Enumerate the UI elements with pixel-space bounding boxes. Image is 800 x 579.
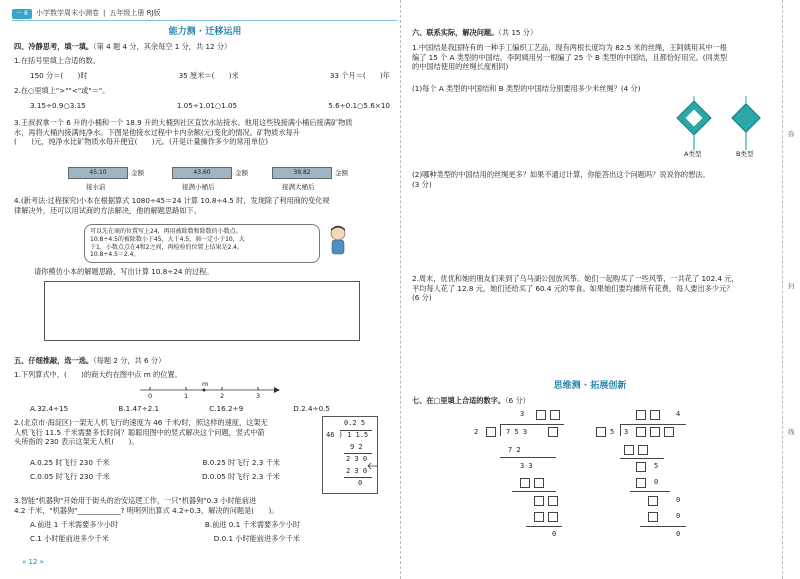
blank-digit[interactable]: [636, 427, 646, 437]
q4-2-item[interactable]: 3.15÷0.9○3.15: [30, 101, 86, 110]
header-divider: [12, 20, 397, 21]
option-b[interactable]: B.0.25 时飞行 2.3 千米: [202, 458, 280, 467]
balance-display-large: 39.82: [272, 167, 332, 179]
blank-digit[interactable]: [636, 410, 646, 420]
q4-2-text: 2.在○里填上">""<"或"＝"。: [14, 86, 110, 95]
gauge-label: 接水前: [86, 183, 106, 191]
blank-digit[interactable]: [536, 410, 546, 420]
q4-2-items: [30, 101, 390, 111]
knot-a-label: A类型: [684, 150, 702, 158]
blank-digit[interactable]: [520, 478, 530, 488]
blank-digit[interactable]: [664, 427, 674, 437]
tick-label: 1: [184, 392, 189, 400]
p5q3-options: [30, 520, 300, 543]
tick-label: 0: [148, 392, 153, 400]
blank-digit[interactable]: [548, 512, 558, 522]
gauge-label: 接满大桶后: [282, 183, 315, 191]
option-c[interactable]: C.1 小时能前进多少千米: [30, 533, 109, 543]
worksheet-page: 一 8 小学数学周末小测卷 | 五年级上册 RJ版 能力测 · 迁移运用 四、冷静思考，填一填。（第 4 题 4 分，其余每空 1 分，共 12 分） 1.在括号里填上合适的数。 150 分＝( )时 35 厘米＝( )米 33 个月＝( )年 2.在○里填上">""<"或"＝"。 3.15÷0.9○3.15 1.05÷1.01○1.05 5.6÷0.1○5.6×10 3.王叔叔拿一个 6 升的小桶和一个 18.9 升的大桶到社区直饮水站接水。他用这些钱接满小桶后接满矿物质 水，再将大桶内接满纯净水。下图是他接水过程中卡内余额(元)变化的情况。矿物质水每升 ( )元，纯净水比矿物质水每升便宜( )元。(开是计量操作多少的常用单位) 45.10 金额 接水前 43.60 金额 接满小桶后 39.82 金额 接满大桶后 4.(新考法·过程探究)小本在根据算式 1080÷45＝24 计算 10.8÷4.5 时，发现除了利用商的变化规 律解决外，还可以用试商的方法解决，他的解题思路如下。 可以先在商的位置写上24，再用被除数和除数的小数点。 10.8÷4.5的被除数小于45，大于4.5，商一定小于10，大 于1，小数点点在4和2之间，再检验的位置上结果是2.4。 10.8÷4.5＝2.4。 请你模仿小本的解题思路，写出计算 10.8÷24 的过程。 五、仔细推敲，选一选。（每题 2 分，共 6 分） 1.下列算式中，( )的商大约在图中点 m 的位置。 m 0 1 2 3 A.32.4÷15 B.1.47÷2.1 C.16.2÷9 D.2.4÷0.5 2.(北京市·海淀区)一架无人机飞行的速度为 46 千米/时，照这样的速度，这架无 人机飞行 11.5 千米需要多长时间？聪聪用图中的竖式解决这个问题，竖式中箭 头所指的 230 表示这架无人机( )。 A.0.25 时飞行 230 千米 B.0.25 时飞行 2.3 千米 C.0.05 时飞行 230 千米 D.0.05 时飞行 2.3 千米 0.2 5 46 ) 1 1.5 9 2 2 3 0 2 3 0 0 3.智能"机器狗"开始用于街头的治安巡逻工作，一只"机器狗"0.3 小时能前进 4.2 千米，"机器狗"____________? 明明列出算式 4.2÷0.3，解决的问题是( )。 A.前进 1 千米需要多少小时 B.前进 0.1 千米需要多少小时 C.1 小时能前进多少千米 D.0.1 小时能前进多少千米 « 12 » 六、联系实际，解决问题。（共 15 分） 1.中国结是我国特有的一种手工编织工艺品，现有两根长度均为 82.5 米的丝绳，王阿姨用其中一根 编了 15 个 A 类型的中国结，李阿姨用另一根编了 25 个 B 类型的中国结，且都恰好用完。(同类型 的中国结使用的丝绳长度相同) (1)每个 A 类型的中国结和 B 类型的中国结分别要用多少米丝绳？(4 分) A类型 B类型 (2)哪种类型的中国结用的丝绳更多？如果不通过计算，你能答出这个问题吗？说说你的想法。 (3 分) 2.周末，优优和她的朋友们来到了乌马湖公园放风筝。她们一起购买了一些风筝，一共花了 102.4 元， 平均每人花了 12.8 元，她们还给买了 60.4 元的零食。如果她们要均摊所有花费，每人要出多少元？ (6 分) 思维测 · 拓展创新 七、在□里填上合适的数字。（6 分） 3 2 7 5 3 7 2 3 3 0 4 5 3 5 0 0 0 0 弥 封 线: [0, 0, 800, 579]
section-title-ability: 能力测 · 迁移运用: [168, 27, 242, 37]
blank-digit[interactable]: [486, 427, 496, 437]
part6-heading: 六、联系实际，解决问题。（共 15 分）: [412, 28, 538, 37]
part7-heading: 七、在□里填上合适的数字。（6 分）: [412, 396, 530, 405]
section-title-thinking: 思维测 · 拓展创新: [553, 381, 627, 391]
blank-digit[interactable]: [550, 410, 560, 420]
gauge-label: 接满小桶后: [182, 183, 215, 191]
binding-mark: 封: [788, 282, 795, 290]
knot-b-icon: [726, 96, 766, 152]
binding-mark: 线: [788, 428, 795, 436]
p5q1-text: 1.下列算式中，( )的商大约在图中点 m 的位置。: [14, 370, 182, 379]
option-b[interactable]: B.1.47÷2.1: [118, 404, 160, 413]
q4-1-text: 1.在括号里填上合适的数。: [14, 56, 100, 65]
student-avatar-icon: [326, 224, 350, 256]
q4-1-item[interactable]: 150 分＝( )时: [30, 71, 88, 80]
q4-1-item[interactable]: 33 个月＝( )年: [329, 71, 390, 80]
knot-b-label: B类型: [736, 150, 754, 158]
option-a[interactable]: A.0.25 时飞行 230 千米: [30, 458, 110, 467]
option-d[interactable]: D.0.05 时飞行 2.3 千米: [201, 471, 280, 481]
option-a[interactable]: A.32.4÷15: [30, 404, 69, 413]
speech-bubble: 可以先在商的位置写上24，再用被除数和除数的小数点。 10.8÷4.5的被除数小于45，大于4.5，商一定小于10，大 于1，小数点点在4和2之间，再检验的位置上结果是2.4。 10.8÷4.5＝2.4。: [84, 224, 320, 263]
p5q2-options: [30, 458, 300, 481]
binding-line: [782, 0, 783, 579]
blank-digit[interactable]: [648, 512, 658, 522]
q4-1-items: [30, 71, 390, 81]
p5q1-options: [30, 404, 330, 414]
option-c[interactable]: C.0.05 时飞行 230 千米: [30, 471, 110, 481]
r-q1-text: 1.中国结是我国特有的一种手工编织工艺品，现有两根长度均为 82.5 米的丝绳，王阿姨用其中一根 编了 15 个 A 类型的中国结，李阿姨用另一根编了 25 个 B 类型的中国结，且都恰好用完。(同类型 的中国结使用的丝绳长度相同): [412, 43, 728, 72]
q4-3-text: 3.王叔叔拿一个 6 升的小桶和一个 18.9 升的大桶到社区直饮水站接水。他用这些钱接满小桶后接满矿物质 水，再将大桶内接满纯净水。下图是他接水过程中卡内余额(元)变化的情况。矿物质水每升 ( )元，纯净水比矿物质水每升便宜( )元。(开是计量操作多少的常用单位): [14, 118, 353, 147]
header: 一 8 小学数学周末小测卷 | 五年级上册 RJ版: [12, 8, 161, 20]
q4-4-text: 4.(新考法·过程探究)小本在根据算式 1080÷45＝24 计算 10.8÷4.5 时，发现除了利用商的变化规 律解决外，还可以用试商的方法解决，他的解题思路如下。: [14, 196, 330, 215]
knot-a-icon: [672, 96, 716, 152]
answer-area[interactable]: [44, 281, 360, 341]
q4-2-item[interactable]: 5.6÷0.1○5.6×10: [328, 101, 390, 110]
blank-digit[interactable]: [534, 512, 544, 522]
book-title: 小学数学周末小测卷: [36, 9, 99, 18]
divisor: 2: [474, 428, 479, 436]
quotient-digit: 3: [520, 410, 525, 418]
option-c[interactable]: C.16.2÷9: [209, 404, 244, 413]
balance-display-before: 45.10: [68, 167, 128, 179]
r-q2-text: 2.周末，优优和她的朋友们来到了乌马湖公园放风筝。她们一起购买了一些风筝，一共花了 102.4 元， 平均每人花了 12.8 元，她们还给买了 60.4 元的零食。如果她们要均摊所有花费，每人要出多少元？ (6 分): [412, 274, 739, 303]
point-m-label: m: [202, 380, 209, 388]
blank-digit[interactable]: [548, 496, 558, 506]
p5q2-text: 2.(北京市·海淀区)一架无人机飞行的速度为 46 千米/时，照这样的速度，这架无 人机飞行 11.5 千米需要多长时间？聪聪用图中的竖式解决这个问题，竖式中箭 头所指的 230 表示这架无人机( )。: [14, 418, 268, 447]
q4-2-item[interactable]: 1.05÷1.01○1.05: [176, 101, 238, 110]
q4-1-item[interactable]: 35 厘米＝( )米: [178, 71, 239, 80]
tick-label: 3: [256, 392, 261, 400]
part5-heading: 五、仔细推敲，选一选。（每题 2 分，共 6 分）: [14, 356, 166, 365]
option-d[interactable]: D.0.1 小时能前进多少千米: [213, 533, 300, 543]
binding-mark: 弥: [788, 130, 795, 138]
blank-digit[interactable]: [636, 462, 646, 472]
blank-digit[interactable]: [534, 496, 544, 506]
dividend: 3: [624, 428, 629, 436]
r-q1-sub1: (1)每个 A 类型的中国结和 B 类型的中国结分别要用多少米丝绳？(4 分): [412, 84, 641, 93]
blank-digit[interactable]: [650, 410, 660, 420]
arrow-icon: [366, 462, 378, 470]
divisor: 5: [610, 428, 615, 436]
blank-digit[interactable]: [650, 427, 660, 437]
blank-digit[interactable]: [534, 478, 544, 488]
page-fold: [400, 0, 401, 579]
tick-label: 2: [220, 392, 225, 400]
dividend: 7 5 3: [506, 428, 528, 436]
part4-heading: 四、冷静思考，填一填。（第 4 题 4 分，其余每空 1 分，共 12 分）: [14, 42, 232, 51]
blank-digit[interactable]: [638, 445, 648, 455]
q4-4-prompt: 请你模仿小本的解题思路，写出计算 10.8÷24 的过程。: [34, 267, 214, 276]
blank-digit[interactable]: [548, 427, 558, 437]
page-number: « 12 »: [22, 557, 44, 566]
grade-label: 五年级上册 RJ版: [109, 9, 161, 18]
option-a[interactable]: A.前进 1 千米需要多少小时: [30, 520, 119, 529]
r-q1-sub2: (2)哪种类型的中国结用的丝绳更多？如果不通过计算，你能答出这个问题吗？说说你的想法。 (3 分): [412, 170, 710, 189]
balance-display-small: 43.60: [172, 167, 232, 179]
book-logo: 一 8: [12, 9, 32, 19]
blank-digit[interactable]: [624, 445, 634, 455]
quotient-digit: 4: [676, 410, 681, 418]
blank-digit[interactable]: [648, 496, 658, 506]
blank-digit[interactable]: [636, 478, 646, 488]
p5q3-text: 3.智能"机器狗"开始用于街头的治安巡逻工作，一只"机器狗"0.3 小时能前进 4.2 千米，"机器狗"____________? 明明列出算式 4.2÷0.3，解决的问题是( )。: [14, 496, 279, 515]
option-b[interactable]: B.前进 0.1 千米需要多少小时: [204, 520, 300, 529]
option-d[interactable]: D.2.4÷0.5: [293, 404, 330, 413]
blank-digit[interactable]: [596, 427, 606, 437]
